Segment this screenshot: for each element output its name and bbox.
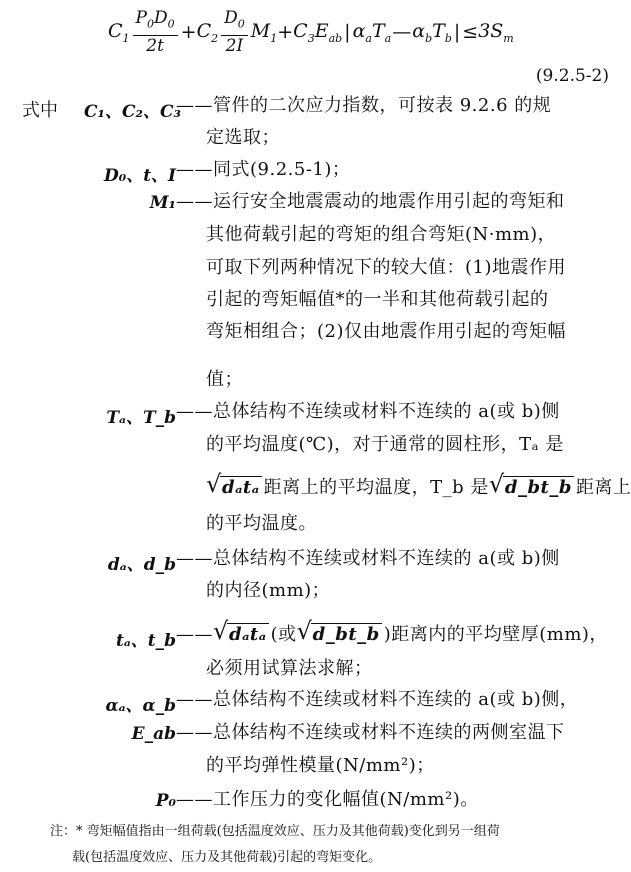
symbol-c-indices: C₁、C₂、C₃	[84, 102, 181, 122]
definition-line: 弯矩相组合；(2)仅由地震作用引起的弯矩幅	[206, 321, 566, 342]
symbol-p0: P₀	[155, 791, 176, 811]
plus-sign: +	[277, 21, 294, 43]
symbol-d0-t-i: D₀、t、I	[104, 166, 176, 186]
equation-number: (9.2.5-2)	[535, 66, 609, 86]
definition-line: ——总体结构不连续或材料不连续的 a(或 b)侧，	[176, 689, 579, 710]
abs-bar-close: |	[453, 21, 461, 43]
definition-line: ——运行安全地震震动的地震作用引起的弯矩和	[176, 191, 565, 212]
definition-line: ——总体结构不连续或材料不连续的 a(或 b)侧	[176, 548, 560, 569]
symbol-ta-tb-thickness: tₐ、t_b	[115, 631, 176, 651]
sqrt-term-a: √ dₐtₐ	[206, 478, 262, 498]
abs-bar-open: |	[344, 21, 351, 43]
c2-symbol: $C_2$	[196, 19, 219, 45]
definition-line: ——管件的二次应力指数，可按表 9.2.6 的规	[176, 95, 552, 116]
fraction-moment: $\frac{D_0}{2I}$	[221, 8, 248, 55]
definition-line: 其他荷载引起的弯矩的组合弯矩(N·mm)，	[206, 224, 557, 245]
symbol-alpha-a-b: αₐ、α_b	[105, 696, 176, 716]
minus-sign: —	[392, 21, 412, 43]
definition-line: √ dₐtₐ 距离上的平均温度，T_b 是√ d_bt_b 距离上	[206, 478, 631, 498]
c1-symbol: $C_1$	[108, 19, 130, 45]
symbol-eab: E_ab	[131, 724, 176, 744]
e-symbol: $E_{ab}$	[314, 19, 343, 45]
symbol-da-db: dₐ、d_b	[107, 555, 176, 575]
definition-line: 的平均温度。	[206, 513, 317, 534]
symbol-ta-tb: Tₐ、T_b	[106, 408, 176, 428]
symbol-m1: M₁	[149, 193, 176, 213]
formula	[108, 6, 514, 58]
definition-line: ——√ dₐtₐ (或√ d_bt_b )距离内的平均壁厚(mm)，	[176, 625, 608, 645]
definition-line: 引起的弯矩幅值*的一半和其他荷载引起的	[206, 289, 549, 310]
footnote-line: 注：* 弯矩幅值指由一组荷载(包括温度效应、压力及其他荷载)变化到另一组荷	[50, 824, 500, 839]
fraction-pressure: $\frac{P_0D_0}{2t}$	[133, 8, 178, 55]
plus-sign: +	[180, 21, 197, 43]
definition-line: 必须用试算法求解；	[206, 658, 373, 679]
definition-line: ——总体结构不连续或材料不连续的两侧室温下	[176, 722, 565, 743]
alpha-a-ta: $\alpha_aT_a$	[352, 19, 392, 45]
definition-line: 可取下列两种情况下的较大值：(1)地震作用	[206, 257, 566, 278]
definition-line: 值；	[206, 369, 243, 390]
definition-line: ——工作压力的变化幅值(N/mm²)。	[176, 789, 479, 810]
definition-line: ——总体结构不连续或材料不连续的 a(或 b)侧	[176, 401, 560, 422]
m1-symbol: $M_1$	[250, 19, 278, 45]
footnote-line: 载(包括温度效应、压力及其他荷载)引起的弯矩变化。	[72, 850, 382, 865]
rhs-symbol: $3S_m$	[478, 19, 514, 45]
definition-line: ——同式(9.2.5-1)；	[176, 159, 351, 180]
c3-symbol: $C_3$	[293, 19, 315, 45]
definition-line: 的平均温度(℃)，对于通常的圆柱形，Tₐ 是	[206, 434, 564, 455]
definition-line: 的平均弹性模量(N/mm²)；	[206, 755, 435, 776]
sqrt-term-b: √ d_bt_b	[489, 478, 574, 498]
lead-label: 式中	[22, 100, 58, 121]
alpha-b-tb: $\alpha_bT_b$	[412, 19, 452, 45]
definition-line: 的内径(mm)；	[206, 580, 331, 601]
sqrt-term-a: √ dₐtₐ	[213, 625, 269, 645]
leq-sign: ≤	[462, 21, 479, 43]
definition-line: 定选取；	[206, 127, 280, 148]
sqrt-term-b: √ d_bt_b	[297, 625, 382, 645]
